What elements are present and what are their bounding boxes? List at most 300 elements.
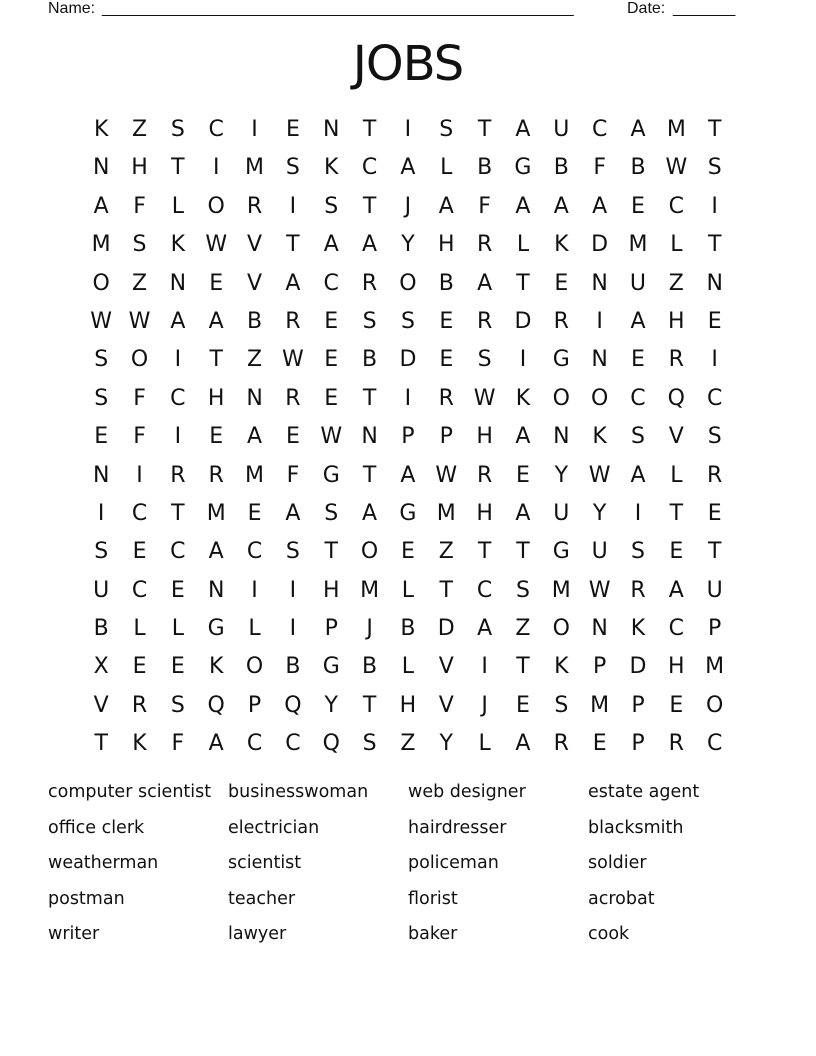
grid-cell[interactable]: H	[437, 232, 455, 258]
grid-cell[interactable]: S	[707, 424, 722, 450]
grid-cell[interactable]: W	[665, 155, 688, 181]
grid-cell[interactable]: G	[399, 500, 417, 526]
grid-cell[interactable]: D	[514, 308, 532, 334]
grid-cell[interactable]: P	[631, 731, 645, 757]
grid-cell[interactable]: Y	[324, 692, 338, 718]
grid-cell[interactable]: N	[591, 347, 608, 373]
grid-cell[interactable]: S	[94, 347, 109, 373]
grid-cell[interactable]: D	[399, 347, 417, 373]
grid-cell[interactable]: E	[94, 424, 109, 450]
grid-cell[interactable]: E	[707, 308, 722, 334]
grid-cell[interactable]: Q	[667, 385, 685, 411]
grid-cell[interactable]: E	[132, 539, 147, 565]
grid-cell[interactable]: L	[171, 616, 184, 642]
grid-cell[interactable]: I	[251, 117, 258, 142]
grid-cell[interactable]: A	[400, 462, 416, 488]
grid-cell[interactable]: L	[248, 616, 261, 642]
grid-cell[interactable]: E	[285, 424, 300, 450]
grid-cell[interactable]: P	[439, 424, 453, 450]
grid-cell[interactable]: Z	[247, 347, 263, 373]
grid-cell[interactable]: X	[93, 654, 109, 680]
grid-cell[interactable]: V	[247, 270, 263, 296]
grid-cell[interactable]: C	[131, 500, 148, 526]
grid-cell[interactable]: B	[400, 616, 416, 642]
grid-cell[interactable]: I	[596, 308, 603, 334]
grid-cell[interactable]: S	[362, 731, 377, 757]
grid-cell[interactable]: C	[131, 577, 148, 603]
grid-cell[interactable]: W	[282, 347, 304, 373]
grid-cell[interactable]: A	[515, 193, 531, 219]
grid-cell[interactable]: T	[439, 577, 453, 603]
grid-cell[interactable]: R	[476, 462, 493, 488]
grid-cell[interactable]: F	[133, 424, 146, 450]
grid-cell[interactable]: H	[476, 424, 493, 450]
grid-cell[interactable]: F	[171, 731, 185, 757]
grid-cell[interactable]: A	[323, 232, 339, 258]
grid-cell[interactable]: B	[362, 654, 378, 680]
grid-cell[interactable]: A	[515, 500, 531, 526]
grid-cell[interactable]: T	[477, 539, 492, 565]
grid-cell[interactable]: K	[170, 232, 186, 258]
grid-cell[interactable]: C	[706, 731, 723, 757]
grid-cell[interactable]: V	[247, 232, 263, 258]
grid-cell[interactable]: T	[362, 117, 377, 142]
grid-cell[interactable]: H	[476, 500, 493, 526]
grid-cell[interactable]: A	[93, 193, 109, 219]
grid-cell[interactable]: P	[247, 692, 262, 718]
grid-cell[interactable]: U	[591, 539, 608, 565]
grid-cell[interactable]: M	[91, 232, 111, 258]
grid-cell[interactable]: G	[322, 654, 340, 680]
grid-cell[interactable]: E	[516, 692, 530, 718]
grid-cell[interactable]: S	[170, 117, 185, 142]
grid-cell[interactable]: Z	[515, 616, 531, 642]
grid-cell[interactable]: O	[130, 347, 149, 373]
grid-cell[interactable]: S	[170, 692, 185, 718]
grid-cell[interactable]: I	[711, 193, 718, 219]
grid-cell[interactable]: R	[476, 308, 493, 334]
grid-cell[interactable]: P	[708, 616, 722, 642]
grid-cell[interactable]: D	[591, 232, 609, 258]
grid-cell[interactable]: T	[362, 385, 377, 411]
grid-cell[interactable]: B	[285, 654, 301, 680]
grid-cell[interactable]: W	[435, 462, 458, 488]
grid-cell[interactable]: T	[94, 731, 108, 757]
grid-cell[interactable]: N	[92, 155, 110, 181]
grid-cell[interactable]: L	[670, 462, 683, 488]
grid-cell[interactable]: V	[93, 692, 109, 718]
grid-cell[interactable]: A	[208, 308, 224, 334]
grid-row	[82, 265, 734, 303]
grid-cell[interactable]: K	[324, 155, 339, 181]
grid-cell[interactable]: A	[668, 577, 684, 603]
grid-cell[interactable]: U	[553, 500, 570, 526]
grid-cell[interactable]: H	[322, 577, 340, 603]
grid-row	[82, 533, 734, 571]
grid-cell[interactable]: I	[174, 347, 182, 373]
grid-cell[interactable]: M	[360, 577, 380, 603]
grid-cell[interactable]: J	[481, 692, 488, 718]
grid-cell[interactable]: N	[361, 424, 378, 450]
grid-cell[interactable]: S	[362, 308, 377, 334]
grid-cell[interactable]: O	[552, 385, 570, 411]
grid-cell[interactable]: E	[400, 539, 415, 565]
grid-cell[interactable]: N	[591, 616, 608, 642]
grid-cell[interactable]: I	[174, 424, 182, 450]
grid-cell[interactable]: W	[205, 232, 228, 258]
grid-cell[interactable]: R	[285, 385, 301, 411]
grid-cell[interactable]: E	[592, 731, 607, 757]
grid-cell[interactable]: E	[324, 347, 339, 373]
grid-cell[interactable]: R	[170, 462, 186, 488]
grid-cell[interactable]: A	[285, 500, 301, 526]
grid-cell[interactable]: C	[476, 577, 493, 603]
grid-cell[interactable]: R	[668, 731, 684, 757]
grid-cell[interactable]: C	[285, 731, 301, 757]
date-field-line[interactable]: _______	[673, 0, 736, 17]
grid-cell[interactable]: M	[245, 462, 265, 488]
grid-cell[interactable]: Q	[284, 692, 302, 718]
grid-cell[interactable]: M	[628, 232, 648, 258]
grid-cell[interactable]: K	[93, 117, 109, 142]
grid-cell[interactable]: I	[481, 654, 488, 680]
grid-cell[interactable]: L	[478, 731, 491, 757]
grid-cell[interactable]: Z	[438, 539, 454, 565]
grid-cell[interactable]: R	[208, 462, 224, 488]
grid-cell[interactable]: O	[245, 654, 264, 680]
grid-cell[interactable]: L	[440, 155, 453, 181]
grid-cell[interactable]: K	[515, 385, 531, 411]
grid-cell[interactable]: R	[553, 731, 569, 757]
grid-cell[interactable]: O	[399, 270, 417, 296]
grid-cell[interactable]: R	[707, 462, 723, 488]
grid-cell[interactable]: S	[285, 539, 300, 565]
grid-cell[interactable]: B	[247, 308, 263, 334]
grid-cell[interactable]: H	[668, 308, 685, 334]
word-bank-item: teacher	[228, 888, 296, 909]
grid-cell[interactable]: E	[324, 385, 339, 411]
grid-cell[interactable]: M	[551, 577, 571, 603]
grid-cell[interactable]: K	[592, 424, 607, 450]
grid-cell[interactable]: O	[92, 270, 110, 296]
grid-cell[interactable]: R	[553, 308, 569, 334]
grid-cell[interactable]: P	[401, 424, 415, 450]
grid-cell[interactable]: A	[553, 193, 569, 219]
grid-cell[interactable]: A	[362, 500, 378, 526]
grid-cell[interactable]: T	[171, 155, 185, 181]
grid-cell[interactable]: R	[668, 347, 684, 373]
grid-cell[interactable]: W	[588, 577, 611, 603]
grid-cell[interactable]: C	[668, 193, 685, 219]
grid-cell[interactable]: M	[245, 155, 265, 181]
grid-cell[interactable]: N	[207, 577, 225, 603]
grid-cell[interactable]: E	[170, 654, 185, 680]
grid-cell[interactable]: P	[593, 654, 607, 680]
grid-cell[interactable]: I	[212, 155, 220, 181]
grid-cell[interactable]: N	[323, 117, 340, 142]
grid-cell[interactable]: A	[285, 270, 301, 296]
grid-cell[interactable]: F	[286, 462, 300, 488]
name-field-line[interactable]: _____________________________________________________	[102, 0, 574, 17]
grid-cell[interactable]: E	[285, 117, 300, 142]
grid-cell[interactable]: E	[209, 424, 224, 450]
grid-cell[interactable]: T	[477, 117, 492, 142]
grid-cell[interactable]: T	[324, 539, 338, 565]
grid-cell[interactable]: S	[285, 155, 300, 181]
grid-cell[interactable]: R	[131, 692, 148, 718]
grid-cell[interactable]: L	[171, 193, 184, 219]
grid-cell[interactable]: U	[553, 117, 570, 142]
grid-cell[interactable]: H	[207, 385, 225, 411]
grid-cell[interactable]: B	[553, 155, 569, 181]
grid-cell[interactable]: Y	[439, 731, 453, 757]
grid-cell[interactable]: I	[404, 385, 412, 411]
grid-cell[interactable]: E	[631, 347, 645, 373]
grid-cell[interactable]: A	[515, 117, 531, 142]
grid-cell[interactable]: R	[476, 232, 493, 258]
word-bank-item: hairdresser	[408, 817, 507, 838]
grid-cell[interactable]: M	[206, 500, 226, 526]
grid-cell[interactable]: A	[515, 731, 531, 757]
grid-cell[interactable]: A	[438, 193, 454, 219]
grid-cell[interactable]: I	[136, 462, 143, 488]
grid-cell[interactable]: O	[360, 539, 379, 565]
grid-cell[interactable]: T	[516, 270, 530, 296]
grid-row	[82, 495, 734, 533]
grid-cell[interactable]: R	[630, 577, 646, 603]
grid-cell[interactable]: E	[516, 462, 530, 488]
grid-cell[interactable]: K	[554, 232, 569, 258]
grid-cell[interactable]: S	[132, 232, 147, 258]
grid-cell[interactable]: O	[207, 193, 225, 219]
grid-cell[interactable]: T	[362, 462, 377, 488]
grid-cell[interactable]: H	[131, 155, 148, 181]
grid-cell[interactable]: C	[246, 539, 263, 565]
grid-cell[interactable]: R	[438, 385, 454, 411]
grid-cell[interactable]: S	[324, 193, 339, 219]
grid-cell[interactable]: E	[324, 308, 339, 334]
grid-cell[interactable]: L	[401, 654, 415, 680]
grid-cell[interactable]: I	[289, 577, 297, 603]
grid-cell[interactable]: B	[630, 155, 646, 181]
grid-cell[interactable]: V	[438, 654, 454, 680]
grid-cell[interactable]: T	[286, 232, 300, 258]
grid-cell[interactable]: L	[401, 577, 415, 603]
grid-cell[interactable]: T	[362, 193, 377, 219]
grid-cell[interactable]: J	[404, 193, 412, 219]
grid-cell[interactable]: A	[630, 117, 646, 142]
grid-cell[interactable]: M	[666, 117, 686, 142]
grid-cell[interactable]: C	[668, 616, 685, 642]
grid-cell[interactable]: L	[670, 232, 683, 258]
grid-cell[interactable]: S	[324, 500, 339, 526]
grid-cell[interactable]: M	[705, 654, 725, 680]
grid-cell[interactable]: M	[436, 500, 456, 526]
grid-cell[interactable]: F	[593, 155, 606, 181]
grid-cell[interactable]: F	[478, 193, 491, 219]
grid-cell[interactable]: K	[554, 654, 569, 680]
grid-cell[interactable]: O	[552, 616, 570, 642]
grid-cell[interactable]: S	[400, 308, 415, 334]
grid-cell[interactable]: E	[170, 577, 185, 603]
grid-row	[82, 226, 734, 264]
grid-cell[interactable]: H	[668, 654, 685, 680]
grid-cell[interactable]: Q	[207, 692, 225, 718]
grid-cell[interactable]: S	[94, 539, 109, 565]
grid-cell[interactable]: W	[473, 385, 496, 411]
grid-cell[interactable]: E	[439, 347, 454, 373]
grid-cell[interactable]: N	[92, 462, 110, 488]
grid-cell[interactable]: W	[128, 308, 151, 334]
grid-cell[interactable]: V	[668, 424, 684, 450]
grid-cell[interactable]: K	[630, 616, 646, 642]
grid-row	[82, 648, 734, 686]
grid-cell[interactable]: L	[133, 616, 146, 642]
grid-cell[interactable]: C	[706, 385, 723, 411]
grid-cell[interactable]: Y	[592, 500, 607, 526]
grid-cell[interactable]: O	[706, 692, 724, 718]
letter-grid	[82, 111, 734, 764]
grid-cell[interactable]: T	[707, 232, 722, 258]
grid-cell[interactable]: I	[404, 117, 412, 142]
grid-cell[interactable]: R	[246, 193, 263, 219]
grid-cell[interactable]: N	[169, 270, 187, 296]
grid-cell[interactable]: F	[133, 385, 146, 411]
grid-cell[interactable]: W	[320, 424, 343, 450]
grid-cell[interactable]: A	[515, 424, 531, 450]
grid-cell[interactable]: T	[516, 539, 530, 565]
grid-cell[interactable]: M	[590, 692, 610, 718]
grid-cell[interactable]: Y	[401, 232, 415, 258]
grid-cell[interactable]: I	[97, 500, 105, 526]
grid-cell[interactable]: D	[437, 616, 455, 642]
grid-cell[interactable]: E	[669, 539, 684, 565]
grid-cell[interactable]: A	[477, 616, 493, 642]
grid-cell[interactable]: L	[516, 232, 530, 258]
grid-cell[interactable]: E	[209, 270, 224, 296]
grid-cell[interactable]: B	[362, 347, 378, 373]
grid-cell[interactable]: C	[170, 385, 186, 411]
grid-cell[interactable]: G	[552, 539, 570, 565]
grid-cell[interactable]: I	[251, 577, 258, 603]
grid-cell[interactable]: C	[323, 270, 339, 296]
grid-cell[interactable]: N	[706, 270, 723, 296]
grid-cell[interactable]: N	[246, 385, 263, 411]
grid-cell[interactable]: E	[132, 654, 147, 680]
grid-cell[interactable]: S	[631, 424, 645, 450]
grid-cell[interactable]: P	[324, 616, 338, 642]
grid-cell[interactable]: B	[93, 616, 109, 642]
grid-cell[interactable]: T	[362, 692, 377, 718]
grid-cell[interactable]: I	[634, 500, 642, 526]
grid-cell[interactable]: A	[592, 193, 608, 219]
grid-cell[interactable]: S	[707, 155, 722, 181]
grid-cell[interactable]: K	[208, 654, 224, 680]
grid-cell[interactable]: C	[361, 155, 378, 181]
grid-cell[interactable]: G	[514, 155, 532, 181]
grid-cell[interactable]: E	[247, 500, 262, 526]
grid-cell[interactable]: E	[554, 270, 569, 296]
grid-cell[interactable]: A	[247, 424, 263, 450]
grid-cell[interactable]: C	[630, 385, 646, 411]
grid-cell[interactable]: Y	[554, 462, 569, 488]
grid-cell[interactable]: G	[207, 616, 225, 642]
grid-cell[interactable]: A	[170, 308, 186, 334]
grid-cell[interactable]: T	[707, 539, 722, 565]
grid-cell[interactable]: N	[553, 424, 570, 450]
grid-cell[interactable]: N	[591, 270, 608, 296]
grid-cell[interactable]: S	[631, 539, 645, 565]
grid-cell[interactable]: B	[477, 155, 493, 181]
grid-cell[interactable]: T	[171, 500, 185, 526]
grid-cell[interactable]: H	[399, 692, 417, 718]
grid-cell[interactable]: T	[669, 500, 684, 526]
grid-cell[interactable]: C	[208, 117, 224, 142]
grid-cell[interactable]: C	[170, 539, 186, 565]
grid-cell[interactable]: A	[208, 539, 224, 565]
grid-cell[interactable]: G	[552, 347, 570, 373]
grid-cell[interactable]: R	[285, 308, 301, 334]
grid-cell[interactable]: E	[439, 308, 454, 334]
grid-cell[interactable]: U	[706, 577, 723, 603]
grid-cell[interactable]: T	[516, 654, 530, 680]
grid-cell[interactable]: U	[93, 577, 110, 603]
grid-cell[interactable]: P	[631, 692, 645, 718]
grid-cell[interactable]: F	[133, 193, 146, 219]
grid-cell[interactable]: S	[94, 385, 109, 411]
grid-cell[interactable]: Q	[322, 731, 340, 757]
grid-cell[interactable]: D	[629, 654, 647, 680]
grid-cell[interactable]: T	[209, 347, 223, 373]
grid-cell[interactable]: Z	[131, 117, 148, 142]
grid-cell[interactable]: W	[90, 308, 113, 334]
grid-cell[interactable]: S	[515, 577, 530, 603]
grid-cell[interactable]: S	[439, 117, 454, 142]
grid-cell[interactable]: K	[132, 731, 147, 757]
grid-cell[interactable]: I	[289, 616, 297, 642]
grid-cell[interactable]: Z	[668, 270, 684, 296]
grid-cell[interactable]: A	[630, 308, 646, 334]
page-title: JOBS	[352, 36, 464, 92]
grid-cell[interactable]: E	[707, 500, 722, 526]
grid-cell[interactable]: G	[322, 462, 340, 488]
grid-cell[interactable]: C	[591, 117, 608, 142]
grid-cell[interactable]: A	[362, 232, 378, 258]
grid-cell[interactable]: V	[438, 692, 454, 718]
grid-cell[interactable]: S	[477, 347, 492, 373]
grid-cell[interactable]: W	[588, 462, 611, 488]
grid-cell[interactable]: O	[590, 385, 609, 411]
grid-cell[interactable]: I	[711, 347, 718, 373]
grid-cell[interactable]: Z	[400, 731, 416, 757]
grid-cell[interactable]: S	[554, 692, 569, 718]
grid-cell[interactable]: Z	[131, 270, 148, 296]
grid-cell[interactable]: J	[366, 616, 373, 642]
grid-cell[interactable]: A	[630, 462, 646, 488]
grid-cell[interactable]: U	[629, 270, 647, 296]
grid-cell[interactable]: R	[361, 270, 378, 296]
grid-cell[interactable]: E	[669, 692, 684, 718]
grid-cell[interactable]: A	[400, 155, 416, 181]
grid-cell[interactable]: A	[208, 731, 224, 757]
grid-cell[interactable]: I	[519, 347, 527, 373]
grid-cell[interactable]: T	[707, 117, 722, 142]
grid-cell[interactable]: E	[631, 193, 645, 219]
grid-cell[interactable]: A	[477, 270, 493, 296]
grid-cell[interactable]: I	[289, 193, 297, 219]
grid-cell[interactable]: C	[246, 731, 263, 757]
grid-cell[interactable]: B	[438, 270, 454, 296]
